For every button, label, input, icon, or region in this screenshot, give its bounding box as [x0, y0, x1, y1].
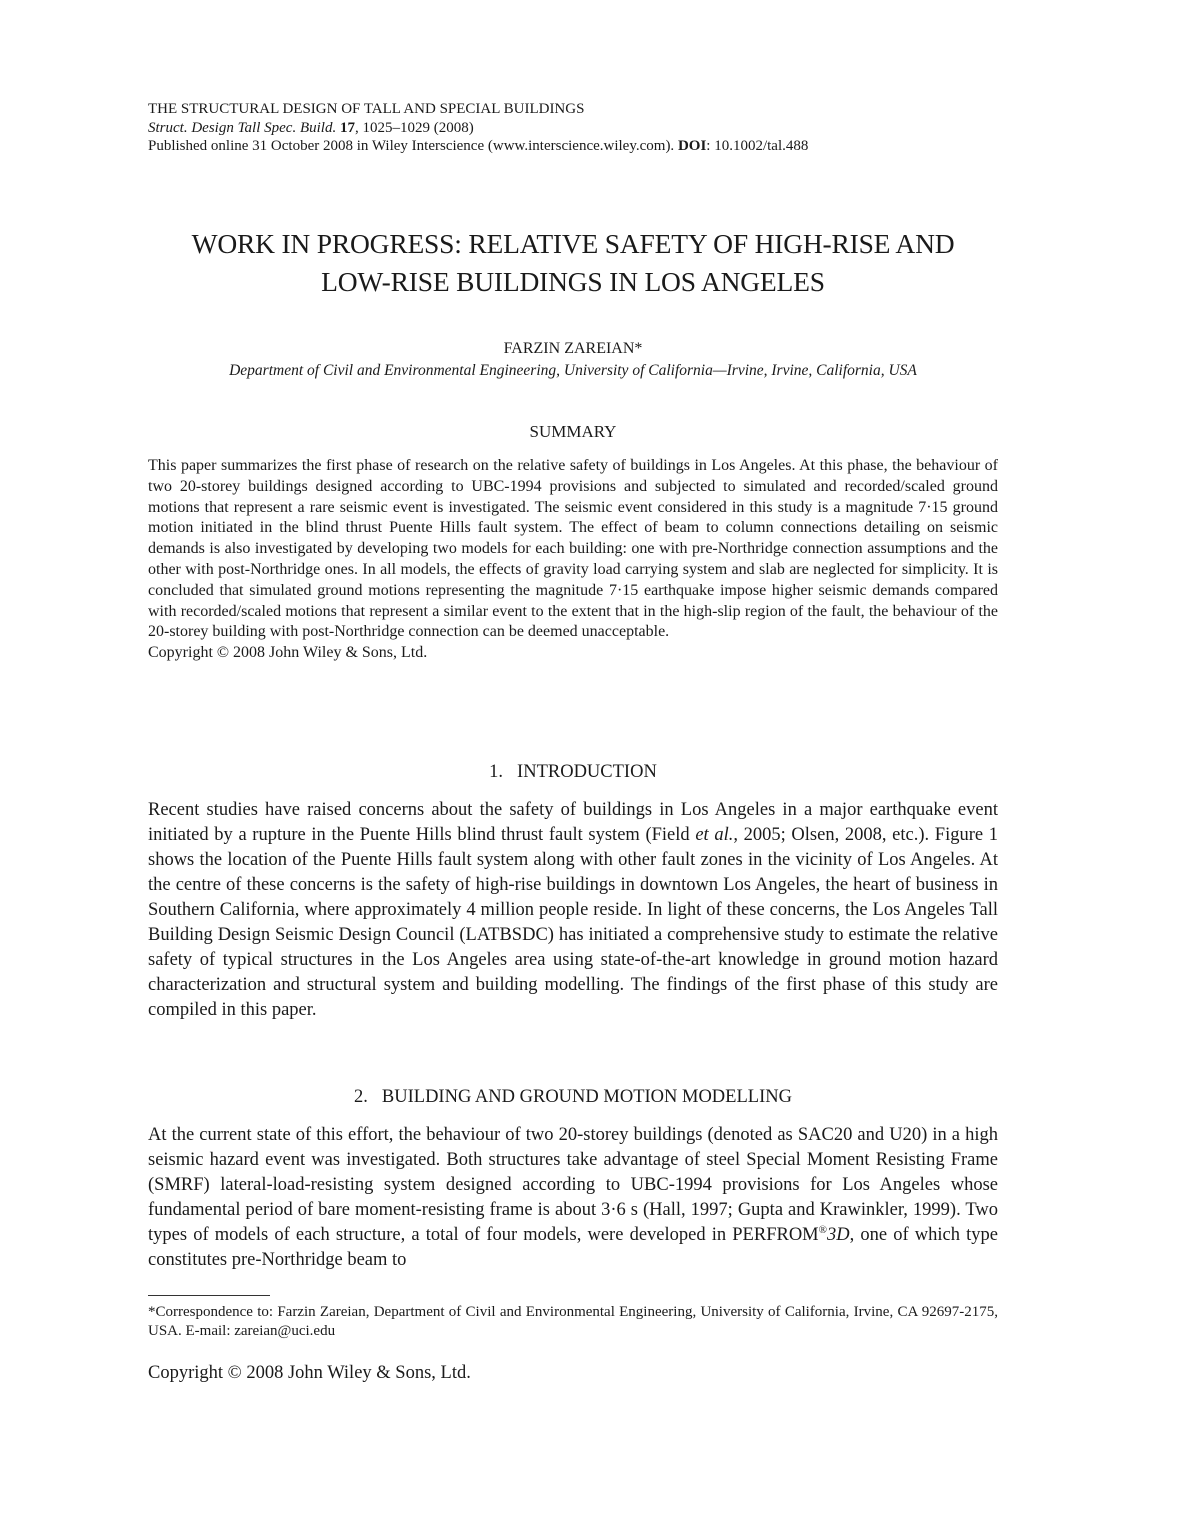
citation-journal: Struct. Design Tall Spec. Build.: [148, 119, 337, 136]
summary-heading: SUMMARY: [529, 422, 617, 441]
section-2-text-b: , one of which type constitutes pre-Northridge beam to: [148, 1225, 999, 1270]
paper-title: [148, 225, 998, 301]
section-1-number: 1.: [489, 762, 504, 782]
footnote-rule: [148, 1295, 270, 1296]
journal-name: THE STRUCTURAL DESIGN OF TALL AND SPECIAL BUILDINGS: [148, 101, 585, 117]
affiliation: Department of Civil and Environmental Engineering, University of California—Irvine, Irvine, California, USA: [229, 362, 917, 379]
section-2-heading: [148, 1086, 998, 1108]
section-1-heading: [148, 761, 998, 783]
section-1-title: INTRODUCTION: [517, 762, 657, 782]
journal-header: [148, 100, 998, 156]
title-line-1: WORK IN PROGRESS: RELATIVE SAFETY OF HIGH-RISE AND: [191, 228, 955, 259]
section-1-text-a: Recent studies have raised concerns about the safety of buildings in Los Angeles in a major earthquake event initiated by a rupture in the Puente Hills blind thrust fault system (Field: [148, 800, 998, 845]
section-1-text-b: , 2005; Olsen, 2008, etc.). Figure 1 shows the location of the Puente Hills fault system along with other fault zones in the vicinity of Los Angeles. At the centre of these concerns is the safety of high-rise buildings in downtown Los Angeles, the heart of business in Southern California, where approximately 4 million people reside. In light of these concerns, the Los Angeles Tall Building Design Seismic Design Council (LATBSDC) has initiated a comprehensive study to estimate the relative safety of typical structures in the Los Angeles area using state-of-the-art knowledge in ground motion hazard characterization and structural system and building modelling. The findings of the first phase of this study are compiled in this paper.: [148, 825, 998, 1020]
page-copyright: Copyright © 2008 John Wiley & Sons, Ltd.: [148, 1363, 471, 1383]
section-2-text-italic: 3D: [827, 1225, 850, 1245]
summary-body: This paper summarizes the first phase of research on the relative safety of buildings in Los Angeles. At this phase, the behaviour of two 20-storey buildings designed according to UBC-1994 provisions and subjected to simulated and recorded/scaled ground motions that represent a rare seismic event is investigated. The seismic event considered in this study is a magnitude 7·15 ground motion initiated in the blind thrust Puente Hills fault system. The effect of beam to column connections detailing on seismic demands is also investigated by developing two models for each building: one with pre-Northridge connection assumptions and the other with post-Northridge ones. In all models, the effects of gravity load carrying system and slab are neglected for simplicity. It is concluded that simulated ground motions representing the magnitude 7·15 earthquake impose higher seismic demands compared with recorded/scaled motions that represent a similar event to the extent that in the high-slip region of the fault, the behaviour of the 20-storey building with post-Northridge connection can be deemed unacceptable.: [148, 457, 998, 641]
published-online: Published online 31 October 2008 in Wiley Interscience (www.interscience.wiley.com).: [148, 138, 675, 154]
publication-line: [148, 137, 998, 156]
citation-volume: 17: [339, 119, 355, 136]
footnote: *Correspondence to: Farzin Zareian, Department of Civil and Environmental Engineering, University of California, Irvine, CA 92697-2175, USA. E-mail: zareian@uci.edu: [148, 1304, 998, 1339]
doi-value: : 10.1002/tal.488: [706, 138, 809, 154]
section-2-text-a: At the current state of this effort, the behaviour of two 20-storey buildings (denoted as SAC20 and U20) in a high seismic hazard event was investigated. Both structures take advantage of steel Special Moment Resisting Frame (SMRF) lateral-load-resisting system designed according to UBC-1994 provisions for Los Angeles whose fundamental period of bare moment-resisting frame is about 3·6 s (Hall, 1997; Gupta and Krawinkler, 1999). Two types of models of each structure, a total of four models, were developed in PERFROM: [148, 1125, 998, 1245]
citation: [148, 119, 998, 138]
section-1-body: [148, 798, 998, 1023]
citation-pages: , 1025–1029 (2008): [354, 119, 474, 136]
summary-copyright: Copyright © 2008 John Wiley & Sons, Ltd.: [148, 644, 428, 662]
author: FARZIN ZAREIAN*: [503, 340, 643, 357]
section-2-body: [148, 1123, 998, 1273]
section-1-text-italic: et al.: [695, 825, 734, 845]
section-2-title: BUILDING AND GROUND MOTION MODELLING: [381, 1087, 792, 1107]
registered-mark: ®: [818, 1223, 827, 1236]
title-line-2: LOW-RISE BUILDINGS IN LOS ANGELES: [321, 266, 825, 297]
doi-label: DOI: [677, 138, 707, 154]
section-2-number: 2.: [354, 1087, 368, 1107]
summary-text: [148, 456, 998, 664]
